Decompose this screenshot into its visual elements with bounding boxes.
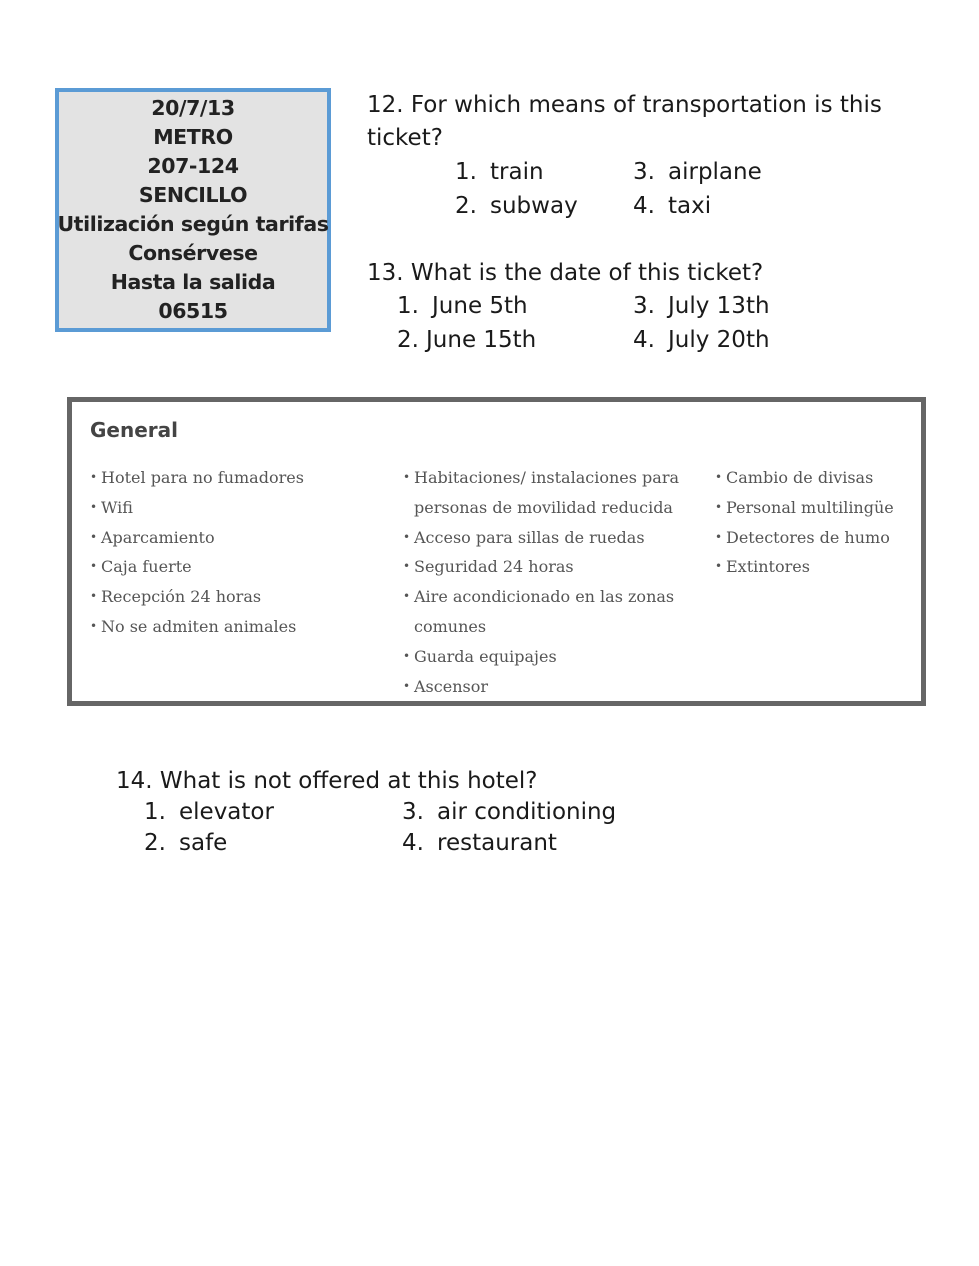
- amenities-column-2: [403, 463, 679, 701]
- option-number: 1.: [144, 799, 166, 825]
- option-number: 4.: [402, 830, 424, 856]
- question-14-option-3[interactable]: [402, 799, 616, 825]
- question-12-option-1[interactable]: [455, 159, 544, 185]
- option-number: 4.: [633, 193, 655, 219]
- question-14-option-2[interactable]: [144, 830, 227, 856]
- option-number: 2.: [397, 327, 419, 353]
- option-text: June 15th: [426, 327, 537, 353]
- amenities-column-3: [715, 463, 894, 582]
- option-number: 3.: [633, 293, 655, 319]
- amenity-item: • Cambio de divisas: [715, 463, 894, 493]
- question-12-option-2[interactable]: [455, 193, 578, 219]
- amenity-item: • Extintores: [715, 552, 894, 582]
- amenity-item-continuation: personas de movilidad reducida: [414, 497, 673, 517]
- hotel-amenities-title: General: [90, 418, 178, 442]
- option-text: taxi: [668, 193, 712, 219]
- ticket-until-exit: Hasta la salida: [110, 270, 276, 294]
- option-number: 1.: [455, 159, 477, 185]
- question-12-title-line1: 12. For which means of transportation is this: [367, 92, 882, 118]
- question-13-option-2[interactable]: [397, 327, 536, 353]
- question-13-option-4[interactable]: [633, 327, 770, 353]
- amenity-item: • Aparcamiento: [90, 523, 304, 553]
- question-14-option-4[interactable]: [402, 830, 557, 856]
- option-number: 1.: [397, 293, 419, 319]
- amenity-item: • Ascensor: [403, 672, 679, 702]
- amenity-item: • Habitaciones/ instalaciones para: [403, 463, 679, 493]
- question-13-option-1[interactable]: [397, 293, 528, 319]
- option-text: July 13th: [668, 293, 770, 319]
- option-text: safe: [179, 830, 228, 856]
- option-text: train: [490, 159, 544, 185]
- ticket-keep: Consérvese: [128, 241, 258, 265]
- ticket-usage: Utilización según tarifas: [57, 212, 329, 236]
- amenity-item: • No se admiten animales: [90, 612, 304, 642]
- amenity-item: • Personal multilingüe: [715, 493, 894, 523]
- question-12-option-3[interactable]: [633, 159, 762, 185]
- option-number: 2.: [455, 193, 477, 219]
- question-13-title: 13. What is the date of this ticket?: [367, 260, 764, 286]
- amenity-item: • Detectores de humo: [715, 523, 894, 553]
- amenity-item: • Hotel para no fumadores: [90, 463, 304, 493]
- question-12-option-4[interactable]: [633, 193, 711, 219]
- metro-ticket: [55, 88, 331, 332]
- question-14-option-1[interactable]: [144, 799, 274, 825]
- option-text: elevator: [179, 799, 274, 825]
- amenities-column-1: [90, 463, 304, 642]
- ticket-date: 20/7/13: [151, 96, 235, 120]
- question-14-title: 14. What is not offered at this hotel?: [116, 768, 538, 794]
- option-number: 3.: [402, 799, 424, 825]
- option-number: 4.: [633, 327, 655, 353]
- option-number: 3.: [633, 159, 655, 185]
- amenity-item: • Acceso para sillas de ruedas: [403, 523, 679, 553]
- hotel-amenities-box: [67, 397, 926, 706]
- option-text: subway: [490, 193, 578, 219]
- amenity-item: • Caja fuerte: [90, 552, 304, 582]
- question-12-title-line2: ticket?: [367, 125, 443, 151]
- amenity-item-continuation: comunes: [414, 616, 487, 636]
- amenity-item: • Aire acondicionado en las zonas: [403, 582, 679, 612]
- option-text: restaurant: [437, 830, 557, 856]
- ticket-code: 207-124: [147, 154, 239, 178]
- amenity-item: • Recepción 24 horas: [90, 582, 304, 612]
- amenity-item: • Wifi: [90, 493, 304, 523]
- ticket-number: 06515: [158, 299, 228, 323]
- option-text: July 20th: [668, 327, 770, 353]
- amenity-item: • Seguridad 24 horas: [403, 552, 679, 582]
- question-13-option-3[interactable]: [633, 293, 770, 319]
- option-text: airplane: [668, 159, 762, 185]
- ticket-type: METRO: [153, 125, 233, 149]
- option-text: air conditioning: [437, 799, 617, 825]
- amenity-item: • Guarda equipajes: [403, 642, 679, 672]
- ticket-fare: SENCILLO: [138, 183, 248, 207]
- option-text: June 5th: [432, 293, 528, 319]
- option-number: 2.: [144, 830, 166, 856]
